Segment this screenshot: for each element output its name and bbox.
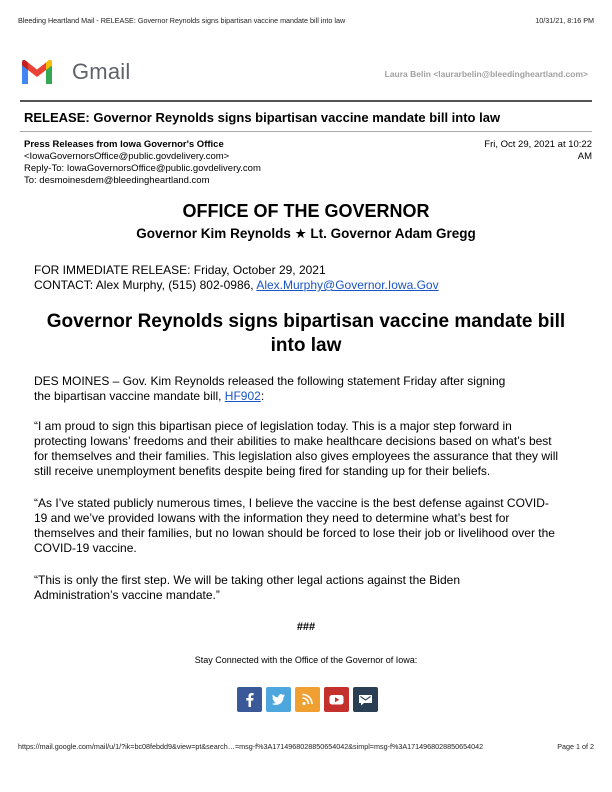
subject-divider xyxy=(20,131,592,132)
press-headline xyxy=(40,310,572,358)
intro-paragraph xyxy=(34,374,582,404)
gmail-logo-icon xyxy=(20,56,54,86)
intro-line-2 xyxy=(34,389,582,404)
quote-paragraph-3 xyxy=(34,573,582,603)
reply-to: Reply-To: IowaGovernorsOffice@public.govdelivery.com xyxy=(24,163,261,174)
release-date: FOR IMMEDIATE RELEASE: Friday, October 29, 2021 xyxy=(34,263,326,277)
bill-link[interactable]: HF902 xyxy=(224,389,261,403)
end-mark: ### xyxy=(296,621,316,633)
quote-paragraph-2 xyxy=(34,496,582,556)
release-info xyxy=(34,263,439,293)
print-header-title: Bleeding Heartland Mail - RELEASE: Governor Reynolds signs bipartisan vaccine mandate bill into law xyxy=(18,16,346,25)
page-number: Page 1 of 2 xyxy=(557,742,594,751)
quote-3-line: “This is only the first step. We will be taking other legal actions against the Biden xyxy=(34,573,460,587)
account-label: Laura Belin <laurarbelin@bleedingheartland.com> xyxy=(384,69,588,79)
twitter-icon[interactable] xyxy=(266,687,291,712)
quote-2-line: 19 and we’ve provided Iowans with the information they need to determine what’s best for xyxy=(34,511,510,525)
facebook-icon[interactable] xyxy=(237,687,262,712)
headline-line-2: into law xyxy=(270,335,342,356)
quote-3-line: Administration’s vaccine mandate.” xyxy=(34,588,220,602)
stay-connected-text: Stay Connected with the Office of the Governor of Iowa: xyxy=(194,655,418,665)
gmail-wordmark: Gmail xyxy=(72,59,131,84)
sender-name: Press Releases from Iowa Governor's Office xyxy=(24,139,224,150)
quote-paragraph-1 xyxy=(34,419,582,479)
quote-2-line: themselves and their families, but no Iowan should be forced to lose their job or livelihood over the xyxy=(34,526,555,540)
quote-1-line: still receive unemployment benefits despite being fired for standing up for their beliefs. xyxy=(34,464,491,478)
rss-icon[interactable] xyxy=(295,687,320,712)
email-subject: RELEASE: Governor Reynolds signs bipartisan vaccine mandate bill into law xyxy=(24,110,501,125)
quote-1-line: for themselves and their families. This legislation also gives employees the assurance that they will xyxy=(34,449,559,463)
headline-line-1: Governor Reynolds signs bipartisan vaccine mandate bill xyxy=(46,311,566,332)
intro-line-1: DES MOINES – Gov. Kim Reynolds released the following statement Friday after signing xyxy=(34,374,506,388)
governor-line: Governor Kim Reynolds ★ Lt. Governor Adam Gregg xyxy=(136,226,476,241)
email-date xyxy=(442,139,592,163)
contact-text: CONTACT: Alex Murphy, (515) 802-0986, xyxy=(34,278,257,292)
office-title: OFFICE OF THE GOVERNOR xyxy=(182,201,430,221)
page-url: https://mail.google.com/mail/u/1/?ik=bc08febdd9&view=pt&search…=msg-f%3A1714968028850654042&simpl=msg-f%3A1714968028850654042 xyxy=(18,742,484,751)
quote-1-line: protecting Iowans’ freedoms and their abilities to make healthcare decisions based on what’s best xyxy=(34,434,552,448)
quote-1-line: “I am proud to sign this bipartisan piece of legislation today. This is a major step forward in xyxy=(34,419,512,433)
intro-line-2-end: : xyxy=(260,389,265,403)
sender-block xyxy=(24,139,261,187)
email-date-line2: AM xyxy=(577,151,592,162)
contact-line xyxy=(34,278,439,293)
sender-address: <IowaGovernorsOffice@public.govdelivery.com> xyxy=(24,151,230,162)
print-header-timestamp: 10/31/21, 8:16 PM xyxy=(535,16,594,25)
quote-2-line: “As I’ve stated publicly numerous times, I believe the vaccine is the best defense against COVID- xyxy=(34,496,549,510)
intro-line-2-text: the bipartisan vaccine mandate bill, xyxy=(34,389,225,403)
contact-email-link[interactable]: Alex.Murphy@Governor.Iowa.Gov xyxy=(256,278,439,292)
youtube-icon[interactable] xyxy=(324,687,349,712)
email-date-line1: Fri, Oct 29, 2021 at 10:22 xyxy=(484,139,592,150)
recipient: To: desmoinesdem@bleedingheartland.com xyxy=(24,175,210,186)
header-divider xyxy=(20,100,592,102)
quote-2-line: COVID-19 vaccine. xyxy=(34,541,137,555)
email-icon[interactable] xyxy=(353,687,378,712)
